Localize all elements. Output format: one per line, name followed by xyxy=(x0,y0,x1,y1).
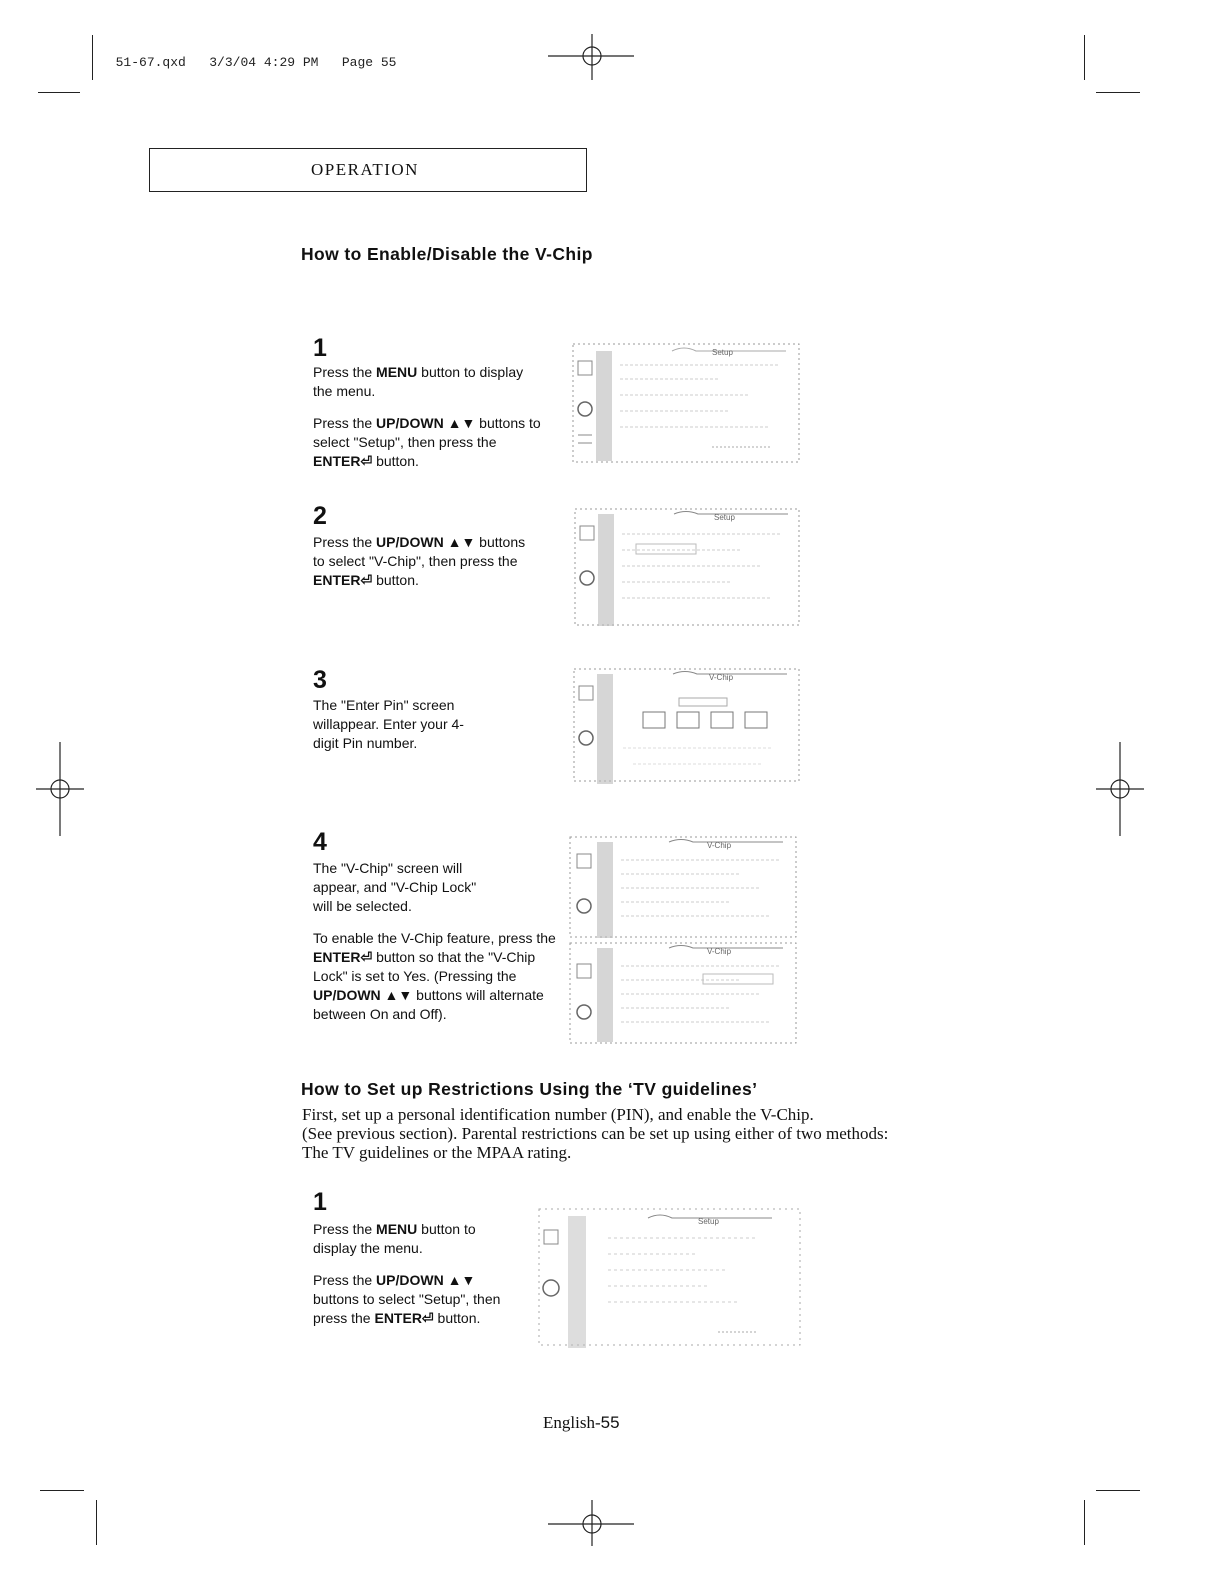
s1-step2-number: 2 xyxy=(313,502,327,530)
crop-mark-top-left-h xyxy=(38,92,80,93)
s1-step4-text xyxy=(313,859,561,1024)
crop-mark-top-right-v xyxy=(1084,35,1085,80)
s1-step2-p1: Press the UP/DOWN ▲▼ buttons to select "V-Chip", then press the ENTER⏎ button. xyxy=(313,534,526,588)
crop-mark-bottom-right-v xyxy=(1084,1500,1085,1545)
registration-mark-bottom xyxy=(540,1498,640,1550)
s2-step1-number: 1 xyxy=(313,1188,327,1216)
slug-file: 51-67.qxd xyxy=(115,55,186,70)
section-header-box xyxy=(149,148,587,192)
screen5-title: V-Chip xyxy=(707,947,732,956)
s1-step4-p2: To enable the V-Chip feature, press the ENTER⏎ button so that the "V-Chip Lock" is set to Yes. (Pressing the UP/DOWN ▲▼ buttons will alternate between On and Off). xyxy=(313,930,556,1022)
page-number xyxy=(543,1413,620,1433)
s1-step1-text xyxy=(313,363,543,471)
registration-mark-top xyxy=(540,30,640,82)
section2-intro-line1: First, set up a personal identification number (PIN), and enable the V-Chip. xyxy=(302,1105,814,1124)
section2-intro-line3: The TV guidelines or the MPAA rating. xyxy=(302,1143,572,1162)
s1-step1-number: 1 xyxy=(313,334,327,362)
s1-step4-p1: The "V-Chip" screen will appear, and "V-Chip Lock" will be selected. xyxy=(313,860,477,914)
s1-step1-p2: Press the UP/DOWN ▲▼ buttons to select "Setup", then press the ENTER⏎ button. xyxy=(313,415,541,469)
s1-step3-text xyxy=(313,696,488,753)
menu-screen-setup-2 xyxy=(574,508,800,630)
slug-date: 3/3/04 xyxy=(209,55,257,70)
s2-step1-text xyxy=(313,1220,518,1328)
print-slug xyxy=(100,40,396,70)
crop-mark-bottom-left-h xyxy=(40,1490,84,1491)
s1-step4-number: 4 xyxy=(313,828,327,856)
menu-screen-vchip-pin xyxy=(573,668,801,790)
crop-mark-bottom-left-v xyxy=(96,1500,97,1545)
screen2-title: Setup xyxy=(714,513,735,522)
menu-screen-setup-3 xyxy=(538,1208,802,1348)
registration-mark-left xyxy=(34,740,86,838)
screen4-title: V-Chip xyxy=(707,841,732,850)
page-number-value: 55 xyxy=(600,1413,620,1432)
s1-step3-number: 3 xyxy=(313,666,327,694)
page-number-prefix: English- xyxy=(543,1413,601,1432)
s1-step3-p1: The "Enter Pin" screen willappear. Enter your 4-digit Pin number. xyxy=(313,697,464,751)
section1-heading: How to Enable/Disable the V-Chip xyxy=(301,244,593,264)
section2-heading: How to Set up Restrictions Using the ‘TV guidelines’ xyxy=(301,1079,758,1099)
section2-intro xyxy=(302,1105,1022,1162)
s2-step1-p1: Press the MENU button to display the menu. xyxy=(313,1221,476,1256)
screen1-title: Setup xyxy=(712,348,733,357)
section2-intro-line2: (See previous section). Parental restrictions can be set up using either of two methods: xyxy=(302,1124,889,1143)
slug-time: 4:29 PM xyxy=(263,55,319,70)
slug-page: Page 55 xyxy=(341,55,397,70)
section-header-title: OPERATION xyxy=(311,160,419,179)
menu-screen-vchip-1 xyxy=(569,836,799,942)
menu-screen-setup-1 xyxy=(572,343,800,465)
s1-step1-p1: Press the MENU button to display the menu. xyxy=(313,364,524,399)
screen6-title: Setup xyxy=(698,1217,719,1226)
crop-mark-bottom-right-h xyxy=(1096,1490,1140,1491)
screen3-title: V-Chip xyxy=(709,673,734,682)
s1-step2-text xyxy=(313,533,528,590)
crop-mark-top-right-h xyxy=(1096,92,1140,93)
registration-mark-right xyxy=(1094,740,1146,838)
menu-screen-vchip-2 xyxy=(569,942,799,1046)
s2-step1-p2: Press the UP/DOWN ▲▼ buttons to select "Setup", then press the ENTER⏎ button. xyxy=(313,1272,501,1326)
crop-mark-top-left-v xyxy=(92,35,93,80)
